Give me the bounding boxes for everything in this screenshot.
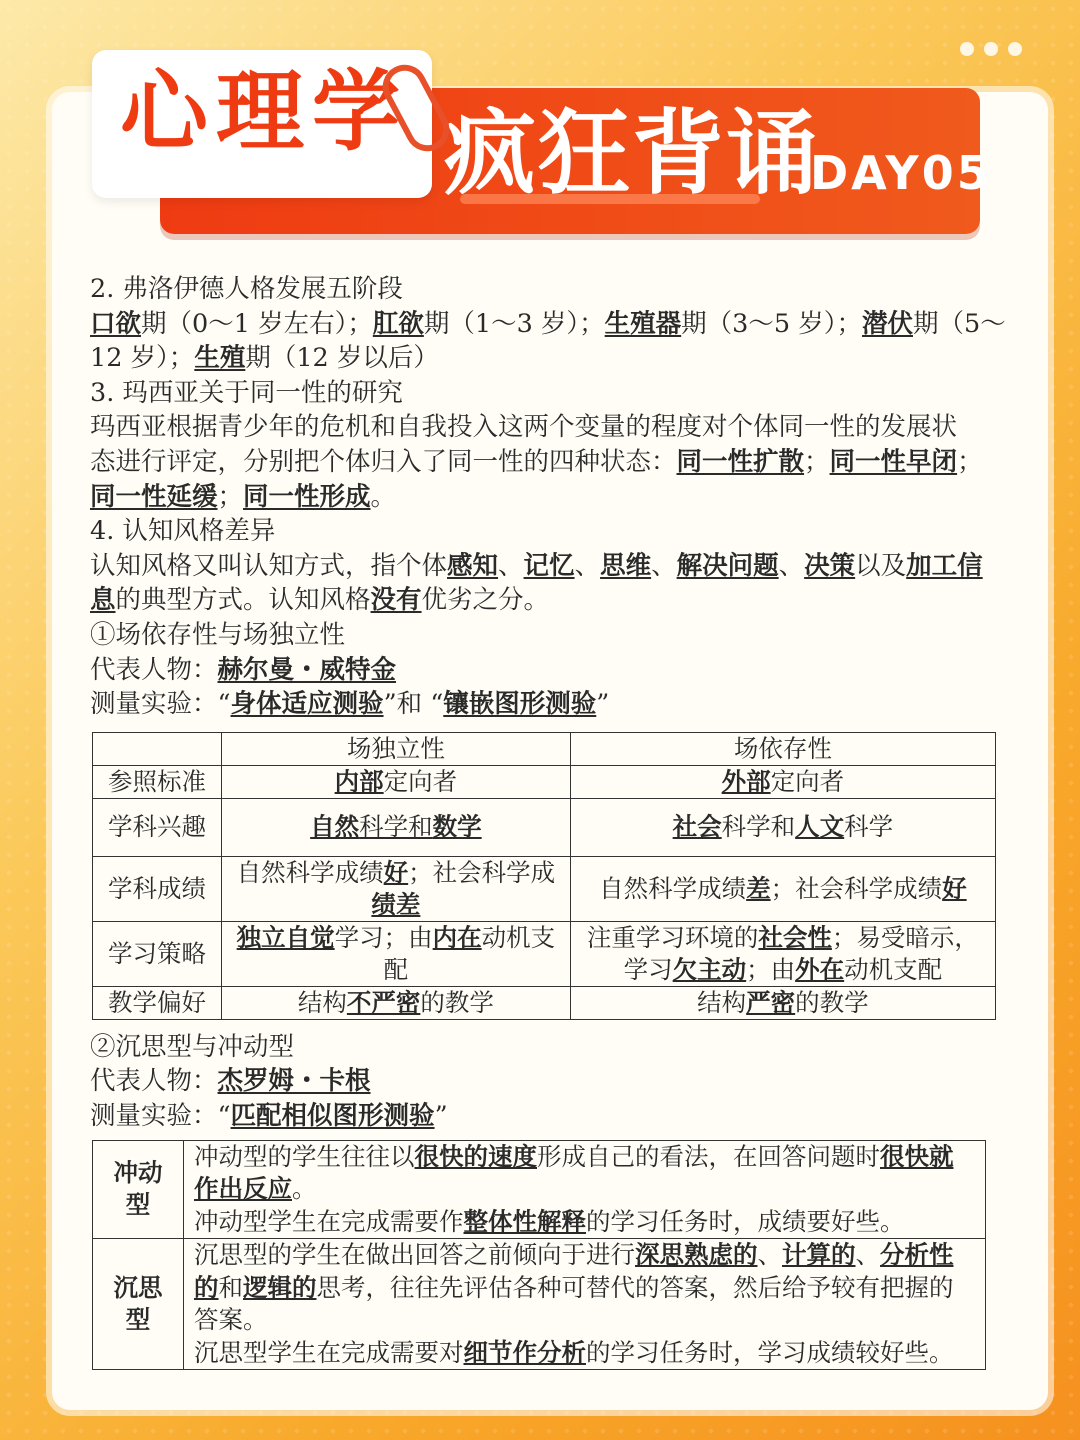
table-row xyxy=(93,921,996,986)
table-row xyxy=(93,1239,986,1370)
table-header-cell: 场依存性 xyxy=(570,732,995,765)
table-row xyxy=(93,986,996,1019)
row-label: 教学偏好 xyxy=(93,986,222,1019)
text-line: 息的典型方式。认知风格没有优劣之分。 xyxy=(90,585,550,616)
cognitive-tempo-table xyxy=(92,1140,986,1371)
table-cell: 社会科学和人文科学 xyxy=(570,798,995,856)
table-row xyxy=(93,765,996,798)
experiment-line: 测量实验：“匹配相似图形测验” xyxy=(90,1100,448,1131)
field-style-table xyxy=(92,732,996,1020)
row-label: 学科兴趣 xyxy=(93,798,222,856)
notes-content xyxy=(90,272,1015,1370)
row-label: 沉思 型 xyxy=(93,1239,184,1370)
table-row xyxy=(93,1140,986,1239)
table-cell: 自然科学成绩好；社会科学成 绩差 xyxy=(222,856,571,921)
table-cell: 内部定向者 xyxy=(222,765,571,798)
section-heading: 4. 认知风格差异 xyxy=(90,516,276,547)
text-line: 玛西亚根据青少年的危机和自我投入这两个变量的程度对个体同一性的发展状 xyxy=(90,412,958,443)
row-label: 学习策略 xyxy=(93,921,222,986)
representative-line: 代表人物：杰罗姆・卡根 xyxy=(90,1066,371,1097)
table-row xyxy=(93,798,996,856)
text-line: 同一性延缓；同一性形成。 xyxy=(90,481,397,512)
subsection-heading: ①场依存性与场独立性 xyxy=(90,619,346,650)
table-cell: 注重学习环境的社会性；易受暗示， 学习欠主动；由外在动机支配 xyxy=(570,921,995,986)
section-heading: 3. 玛西亚关于同一性的研究 xyxy=(90,377,403,408)
table-row xyxy=(93,856,996,921)
table-cell: 自然科学成绩差；社会科学成绩好 xyxy=(570,856,995,921)
table-cell: 外部定向者 xyxy=(570,765,995,798)
table-cell: 结构不严密的教学 xyxy=(222,986,571,1019)
table-cell: 结构严密的教学 xyxy=(570,986,995,1019)
table-header-row xyxy=(93,732,996,765)
table-cell: 冲动型的学生往往以很快的速度形成自己的看法，在回答问题时很快就 作出反应。 冲动型学生在完成需要作整体性解释的学习任务时，成绩要好些。 xyxy=(184,1140,986,1239)
text-line: 认知风格又叫认知方式，指个体感知、记忆、思维、解决问题、决策以及加工信 xyxy=(90,550,983,581)
section-heading: 2. 弗洛伊德人格发展五阶段 xyxy=(90,274,403,304)
table-cell: 自然科学和数学 xyxy=(222,798,571,856)
title-label xyxy=(92,50,432,198)
table-header-cell: 场独立性 xyxy=(222,732,571,765)
decorative-dots xyxy=(960,42,1022,56)
text-line: 口欲期（0～1 岁左右）；肛欲期（1～3 岁）；生殖器期（3～5 岁）；潜伏期（5～ xyxy=(90,308,1006,339)
table-cell: 独立自觉学习；由内在动机支 配 xyxy=(222,921,571,986)
row-label: 冲动 型 xyxy=(93,1140,184,1239)
title-subtitle: 疯狂背诵 xyxy=(444,100,821,207)
subsection-heading: ②沉思型与冲动型 xyxy=(90,1031,295,1062)
representative-line: 代表人物：赫尔曼・威特金 xyxy=(90,654,397,685)
text-line: 态进行评定，分别把个体归入了同一性的四种状态：同一性扩散；同一性早闭； xyxy=(90,446,983,477)
experiment-line: 测量实验：“身体适应测验”和 “镶嵌图形测验” xyxy=(90,689,610,720)
table-cell: 沉思型的学生在做出回答之前倾向于进行深思熟虑的、计算的、分析性 的和逻辑的思考，往往先评估各种可替代的答案，然后给予较有把握的 答案。 沉思型学生在完成需要对细节作分析的学习任务时，学习成绩较好些。 xyxy=(184,1239,986,1370)
row-label: 参照标准 xyxy=(93,765,222,798)
text-line: 12 岁）；生殖期（12 岁以后） xyxy=(90,343,439,374)
row-label: 学科成绩 xyxy=(93,856,222,921)
table-cell xyxy=(93,732,222,765)
title-main: 心理学 xyxy=(120,60,409,163)
title-day: DAY05 xyxy=(810,146,992,200)
